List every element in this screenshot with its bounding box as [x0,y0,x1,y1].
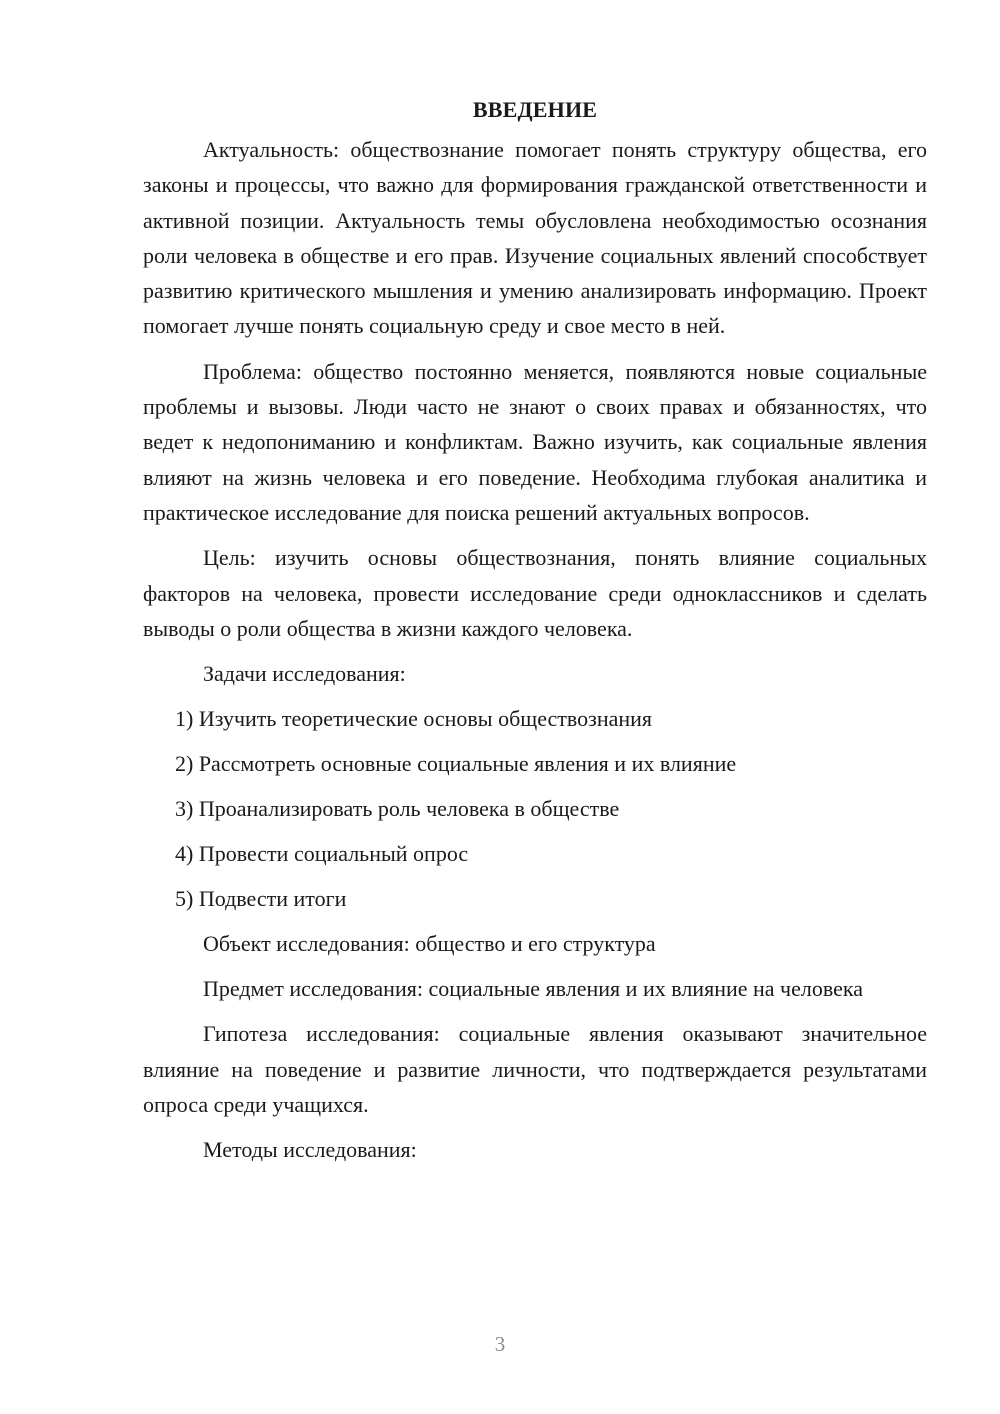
tasks-list [143,701,927,916]
list-item: 3) Проанализировать роль человека в обществе [175,796,620,822]
list-item: 4) Провести социальный опрос [175,841,469,867]
document-page [143,92,927,1177]
page-number: 3 [494,1332,506,1356]
tasks-heading: Задачи исследования: [203,661,406,687]
hypothesis-paragraph: Гипотеза исследования: социальные явления оказывают значительное влияние на поведение и развитие личности, что подтверждается результатами опроса среди учащихся. [143,1021,927,1118]
list-item: 2) Рассмотреть основные социальные явления и их влияние [175,751,737,777]
relevance-paragraph: Актуальность: обществознание помогает понять структуру общества, его законы и процессы, что важно для формирования гражданской ответственности и активной позиции. Актуальность темы обусловлена необходимостью осознания роли человека в обществе и его прав. Изучение социальных явлений способствует развитию критического мышления и умению анализировать информацию. Проект помогает лучше понять социальную среду и свое место в ней. [143,137,927,339]
list-item: 1) Изучить теоретические основы обществознания [175,706,653,732]
subject-paragraph: Предмет исследования: социальные явления и их влияние на человека [203,976,863,1002]
problem-paragraph: Проблема: общество постоянно меняется, появляются новые социальные проблемы и вызовы. Люди часто не знают о своих правах и обязанностях, что ведет к недопониманию и конфликтам. Важно изучить, как социальные явления влияют на жизнь человека и его поведение. Необходима глубокая аналитика и практическое исследование для поиска решений актуальных вопросов. [143,358,927,525]
goal-paragraph: Цель: изучить основы обществознания, понять влияние социальных факторов на человека, провести исследование среди одноклассников и сделать выводы о роли общества в жизни каждого человека. [143,545,927,641]
list-item: 5) Подвести итоги [175,886,347,912]
methods-heading: Методы исследования: [203,1137,417,1163]
section-title: ВВЕДЕНИЕ [472,97,598,122]
object-paragraph: Объект исследования: общество и его структура [203,931,656,957]
